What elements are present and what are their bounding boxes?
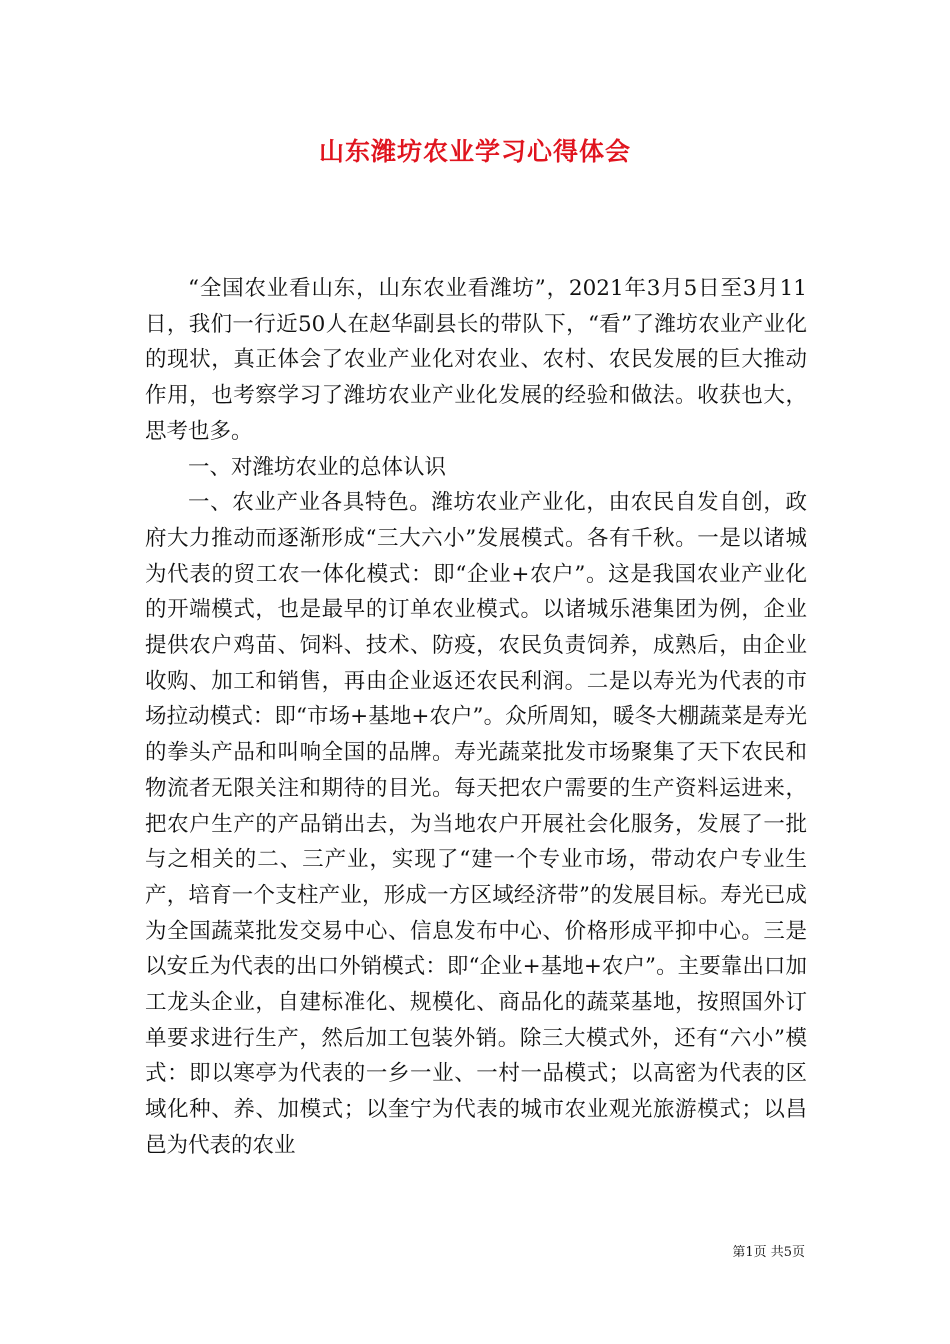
document-title: 山东潍坊农业学习心得体会 bbox=[318, 137, 631, 166]
paragraph-intro: “全国农业看山东，山东农业看潍坊”，2021年3月5日至3月11日，我们一行近50人在赵华副县长的带队下，“看”了潍坊农业产业化的现状，真正体会了农业产业化对农业、农村、农民发展的巨大推动作用，也考察学习了潍坊农业产业化发展的经验和做法。收获也大，思考也多。 bbox=[145, 276, 807, 444]
document-body bbox=[145, 271, 807, 1164]
paragraph-agriculture-models: 一、农业产业各具特色。潍坊农业产业化，由农民自发自创，政府大力推动而逐渐形成“三大六小”发展模式。各有千秋。一是以诸城为代表的贸工农一体化模式：即“企业+农户”。这是我国农业产业化的开端模式，也是最早的订单农业模式。以诸城乐港集团为例，企业提供农户鸡苗、饲料、技术、防疫，农民负责饲养，成熟后，由企业收购、加工和销售，再由企业返还农民利润。二是以寿光为代表的市场拉动模式：即“市场+基地+农户”。众所周知，暖冬大棚蔬菜是寿光的拳头产品和叫响全国的品牌。寿光蔬菜批发市场聚集了天下农民和物流者无限关注和期待的目光。每天把农户需要的生产资料运进来，把农户生产的产品销出去，为当地农户开展社会化服务，发展了一批与之相关的二、三产业，实现了“建一个专业市场，带动农户专业生产，培育一个支柱产业，形成一方区域经济带”的发展目标。寿光已成为全国蔬菜批发交易中心、信息发布中心、价格形成平抑中心。三是以安丘为代表的出口外销模式：即“企业+基地+农户”。主要靠出口加工龙头企业，自建标准化、规模化、商品化的蔬菜基地，按照国外订单要求进行生产，然后加工包装外销。除三大模式外，还有“六小”模式：即以寒亭为代表的一乡一业、一村一品模式；以高密为代表的区域化种、养、加模式；以奎宁为代表的城市农业观光旅游模式；以昌邑为代表的农业 bbox=[145, 490, 807, 1158]
page-number-footer: 第1页 共5页 bbox=[732, 1245, 805, 1260]
paragraph-section-heading: 一、对潍坊农业的总体认识 bbox=[188, 454, 447, 480]
